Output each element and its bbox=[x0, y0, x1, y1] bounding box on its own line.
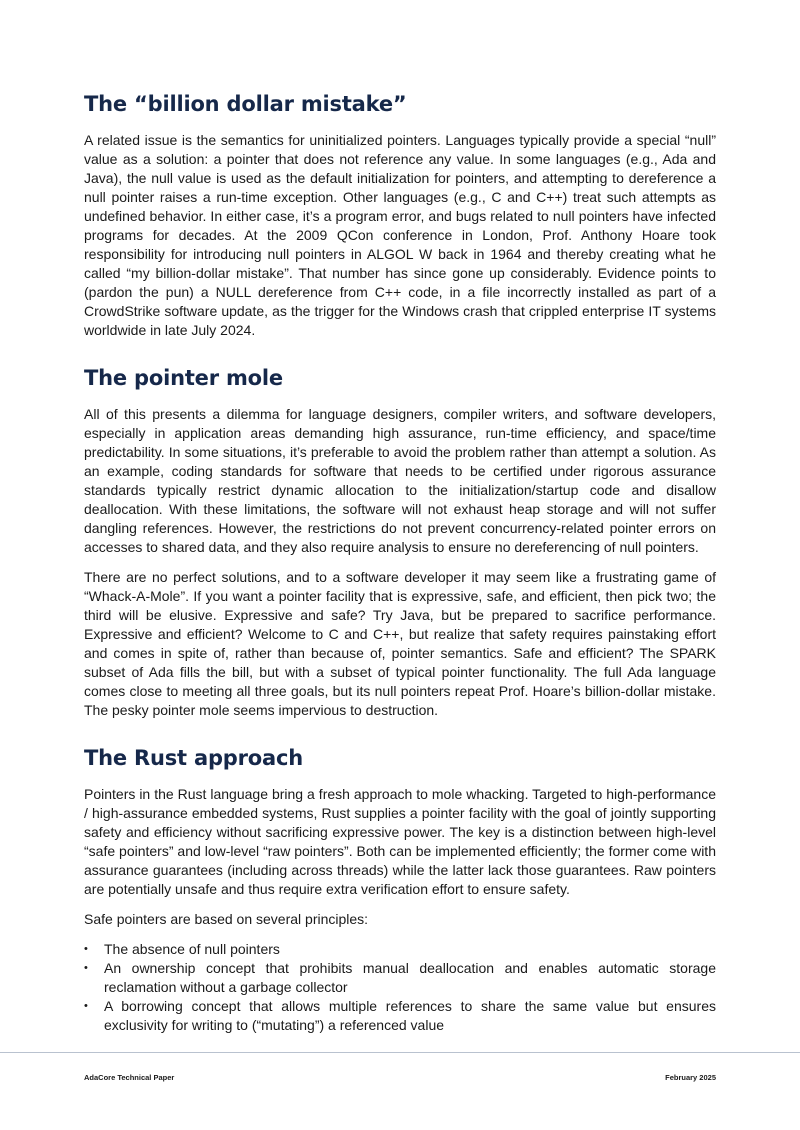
list-item-text: An ownership concept that prohibits manual deallocation and enables automatic storage reclamation without a garbage collector bbox=[104, 960, 716, 995]
footer-divider bbox=[0, 1052, 800, 1053]
list-item bbox=[84, 959, 716, 997]
section-pointer-mole bbox=[84, 362, 716, 720]
section-billion-dollar-mistake bbox=[84, 88, 716, 340]
footer-date: February 2025 bbox=[665, 1073, 716, 1082]
paragraph: Pointers in the Rust language bring a fresh approach to mole whacking. Targeted to high-performance / high-assurance embedded systems, Rust supplies a pointer facility with the goal of jointly supporting safety and efficiency without sacrificing expressive power. The key is a distinction between high-level “safe pointers” and low-level “raw pointers”. Both can be implemented efficiently; the former come with assurance guarantees (including across threads) while the latter lack those guarantees. Raw pointers are potentially unsafe and thus require extra verification effort to ensure safety. bbox=[84, 786, 716, 897]
paragraph: A related issue is the semantics for uninitialized pointers. Languages typically provide a special “null” value as a solution: a pointer that does not reference any value. In some languages (e.g., Ada and Java), the null value is used as the default initialization for pointers, and attempting to dereference a null pointer raises a run-time exception. Other languages (e.g., C and C++) treat such attempts as undefined behavior. In either case, it’s a program error, and bugs related to null pointers have infected programs for decades. At the 2009 QCon conference in London, Prof. Anthony Hoare took responsibility for introducing null pointers in ALGOL W back in 1964 and thereby creating what he called “my billion-dollar mistake”. That number has since gone up considerably. Evidence points to (pardon the pun) a NULL dereference from C++ code, in a file incorrectly installed as part of a CrowdStrike software update, as the trigger for the Windows crash that crippled enterprise IT systems worldwide in late July 2024. bbox=[84, 132, 716, 338]
section-rust-approach bbox=[84, 742, 716, 1035]
list-item bbox=[84, 997, 716, 1035]
paragraph: Safe pointers are based on several principles: bbox=[84, 911, 369, 927]
paragraph: There are no perfect solutions, and to a software developer it may seem like a frustrating game of “Whack-A-Mole”. If you want a pointer facility that is expressive, safe, and efficient, then pick two; the third will be elusive. Expressive and safe? Try Java, but be prepared to sacrifice performance. Expressive and efficient? Welcome to C and C++, but realize that safety requires painstaking effort and comes in spite of, rather than because of, pointer semantics. Safe and efficient? The SPARK subset of Ada fills the bill, but with a subset of typical pointer functionality. The full Ada language comes close to meeting all three goals, but its null pointers repeat Prof. Hoare’s billion-dollar mistake. The pesky pointer mole seems impervious to destruction. bbox=[84, 569, 716, 718]
list-item bbox=[84, 940, 716, 959]
footer-publication: AdaCore Technical Paper bbox=[84, 1073, 175, 1082]
bullet-icon: • bbox=[84, 962, 88, 974]
bullet-icon: • bbox=[84, 1000, 88, 1012]
page-content bbox=[84, 88, 716, 1035]
section-heading: The Rust approach bbox=[84, 746, 303, 770]
list-item-text: A borrowing concept that allows multiple references to share the same value but ensures exclusivity for writing to (“mutating”) a referenced value bbox=[104, 998, 716, 1033]
list-item-text: The absence of null pointers bbox=[104, 941, 280, 957]
principles-list bbox=[84, 940, 716, 1035]
section-heading: The pointer mole bbox=[84, 366, 283, 390]
bullet-icon: • bbox=[84, 943, 88, 955]
section-heading: The “billion dollar mistake” bbox=[84, 92, 407, 116]
paragraph: All of this presents a dilemma for language designers, compiler writers, and software developers, especially in application areas demanding high assurance, run-time efficiency, and space/time predictability. In some situations, it’s preferable to avoid the problem rather than attempt a solution. As an example, coding standards for software that needs to be certified under rigorous assurance standards typically restrict dynamic allocation to the initialization/startup code and disallow deallocation. With these limitations, the software will not exhaust heap storage and will not suffer dangling references. However, the restrictions do not prevent concurrency-related pointer errors on accesses to shared data, and they also require analysis to ensure no dereferencing of null pointers. bbox=[84, 406, 716, 555]
